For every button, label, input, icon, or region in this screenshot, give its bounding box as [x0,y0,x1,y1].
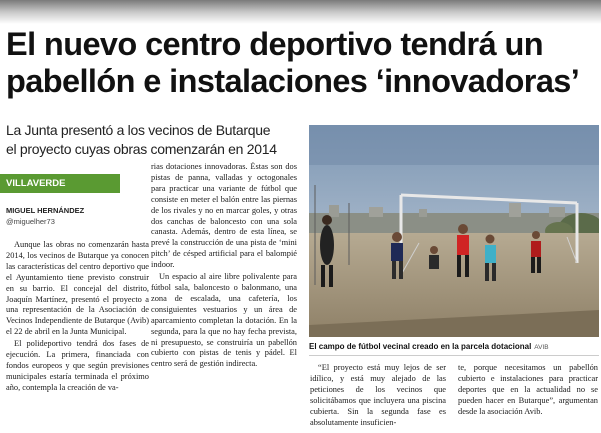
text-column-1 [6,240,149,433]
photo-caption [309,341,599,353]
paragraph: “El proyecto está muy lejos de ser idílico, y está muy alejado de las peticiones de los vecinos que solicitábamos que incluyera una piscina cubierta. Sin la segunda fase es absolutamente insuficien- [310,363,446,427]
football-field-photo [309,125,599,337]
photo-credit: AVIB [534,344,549,351]
paragraph: Un espacio al aire libre polivalente para fútbol sala, baloncesto o balonmano, una zona de escalada, una cafetería, los consiguientes vestuarios y un área de aparcamiento completan la dotación. En la segunda, para la que no hay fecha prevista, ni presupuesto, se construiría un pabellón cubierto con pistas de tenis y pádel. El centro será de gestión indirecta. [151,272,297,369]
paragraph: Aunque las obras no comenzarán hasta 2014, los vecinos de Butarque ya conocen las características del centro deportivo que el Ayuntamiento tiene previsto construir en su barrio. El concejal del distrito, Joaquín Martínez, presentó el proyecto a una representación de la Asociación de Vecinos Independiente de Butarque (Avib) el 22 de abril en la Junta Municipal. [6,240,149,337]
article-headline [6,26,598,100]
text-column-4 [458,363,598,433]
caption-text: El campo de fútbol vecinal creado en la parcela dotacional [309,342,532,351]
paragraph: rias dotaciones innovadoras. Éstas son dos pistas de panna, valladas y octogonales para practicar una variante de fútbol que consiste en meter el balón entre las piernas de los rivales y no en marcar goles, y otras dos canchas de baloncesto con una sola canasta. Además, dentro de esta línea, se prevé la construcción de una pista de ‘mini pitch’ de césped artificial para el balompié indoor. [151,162,297,270]
headline-line-1: El nuevo centro deportivo tendrá un [6,26,543,62]
subhead-line-1: La Junta presentó a los vecinos de Butarque [6,122,271,138]
text-column-2 [151,162,297,433]
page-top-gradient [0,0,601,24]
headline-line-2: pabellón e instalaciones ‘innovadoras’ [6,63,580,99]
paragraph: te, porque necesitamos un pabellón cubierto e instalaciones para practicar deportes que en la actualidad no se pueden hacer en Butarque”, argumentan desde la asociación Avib. [458,363,598,416]
byline-handle: @miguelher73 [6,217,55,226]
byline-author: MIGUEL HERNÁNDEZ [6,206,85,215]
section-tag: VILLAVERDE [0,174,120,193]
article-subhead [6,121,306,159]
subhead-line-2: el proyecto cuyas obras comenzarán en 2014 [6,141,277,157]
text-column-3 [310,363,446,433]
paragraph: El polideportivo tendrá dos fases de ejecución. La primera, financiada con fondos europeos y que según previsiones municipales estaría terminada el próximo año, contempla la creación de va- [6,339,149,392]
caption-divider [309,355,599,356]
